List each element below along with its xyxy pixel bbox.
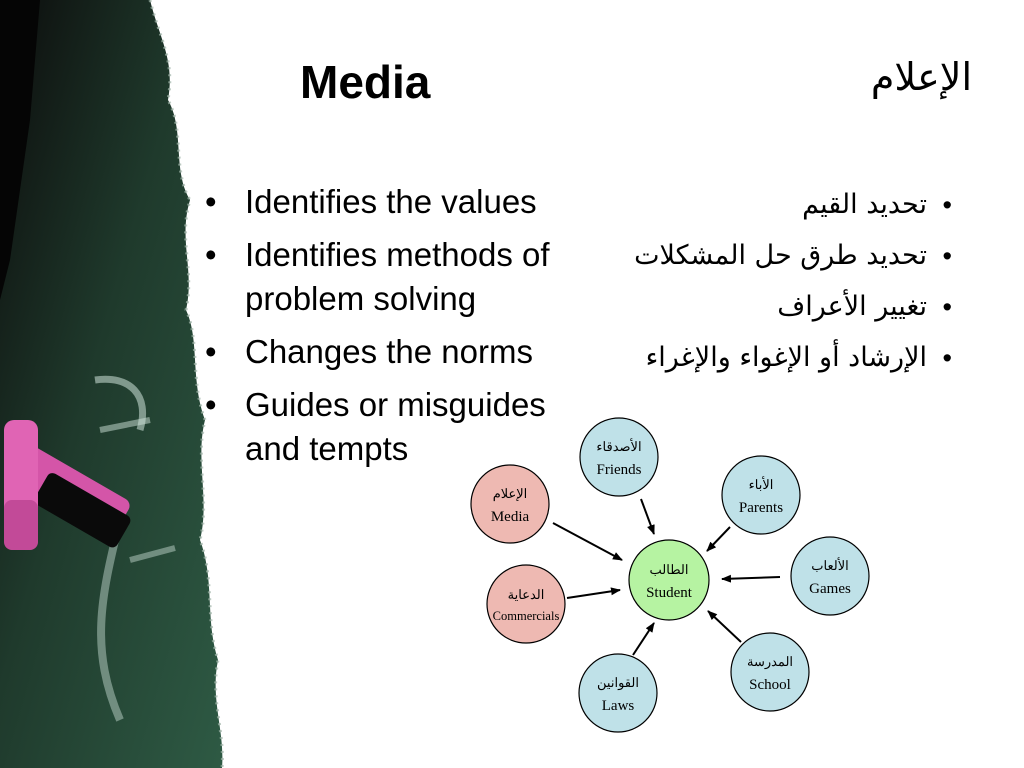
arrow-commercials-to-student <box>567 590 620 598</box>
node-label: Parents <box>738 500 784 516</box>
arrow-friends-to-student <box>641 499 654 534</box>
node-label-arabic: القوانين <box>597 675 639 690</box>
node-laws <box>579 654 657 732</box>
node-label: School <box>749 677 791 693</box>
bullet-item: • Identifies methods of problem solving <box>205 233 575 321</box>
bullet-item-arabic: • تغيير الأعراف <box>622 282 952 332</box>
arrow-media-to-student <box>553 523 622 560</box>
arrow-parents-to-student <box>707 527 730 551</box>
node-parents <box>722 456 800 534</box>
node-label-arabic: الإعلام <box>492 486 528 501</box>
node-label: Media <box>490 509 530 525</box>
bullet-item-arabic: • الإرشاد أو الإغواء والإغراء <box>622 333 952 383</box>
node-school <box>731 633 809 711</box>
node-label-arabic: الدعاية <box>507 587 545 602</box>
node-label-arabic: الأباء <box>748 477 774 492</box>
node-label-arabic: الطالب <box>649 562 689 577</box>
bullet-item: • Identifies the values <box>205 180 575 224</box>
node-student <box>629 540 709 620</box>
page-title: Media <box>300 56 431 108</box>
node-label-arabic: المدرسة <box>746 654 794 669</box>
bullet-item: • Guides or misguides and tempts <box>205 383 575 471</box>
node-label: Laws <box>601 698 635 714</box>
node-friends <box>580 418 658 496</box>
node-games <box>791 537 869 615</box>
node-label-arabic: الأصدقاء <box>596 439 642 454</box>
bullet-item: • Changes the norms <box>205 330 575 374</box>
arrow-school-to-student <box>708 611 741 642</box>
arrow-games-to-student <box>722 577 780 579</box>
node-commercials <box>487 565 565 643</box>
bullet-item-arabic: • تحديد القيم <box>622 180 952 230</box>
node-label: Student <box>646 585 692 601</box>
node-label-arabic: الألعاب <box>811 558 849 573</box>
node-label: Commercials <box>492 609 560 623</box>
page-title-arabic: الإعلام <box>870 55 972 99</box>
node-label: Friends <box>596 462 642 478</box>
arrow-laws-to-student <box>633 623 654 655</box>
bullet-item-arabic: • تحديد طرق حل المشكلات <box>622 231 952 281</box>
node-label: Games <box>809 581 851 597</box>
node-media <box>471 465 549 543</box>
